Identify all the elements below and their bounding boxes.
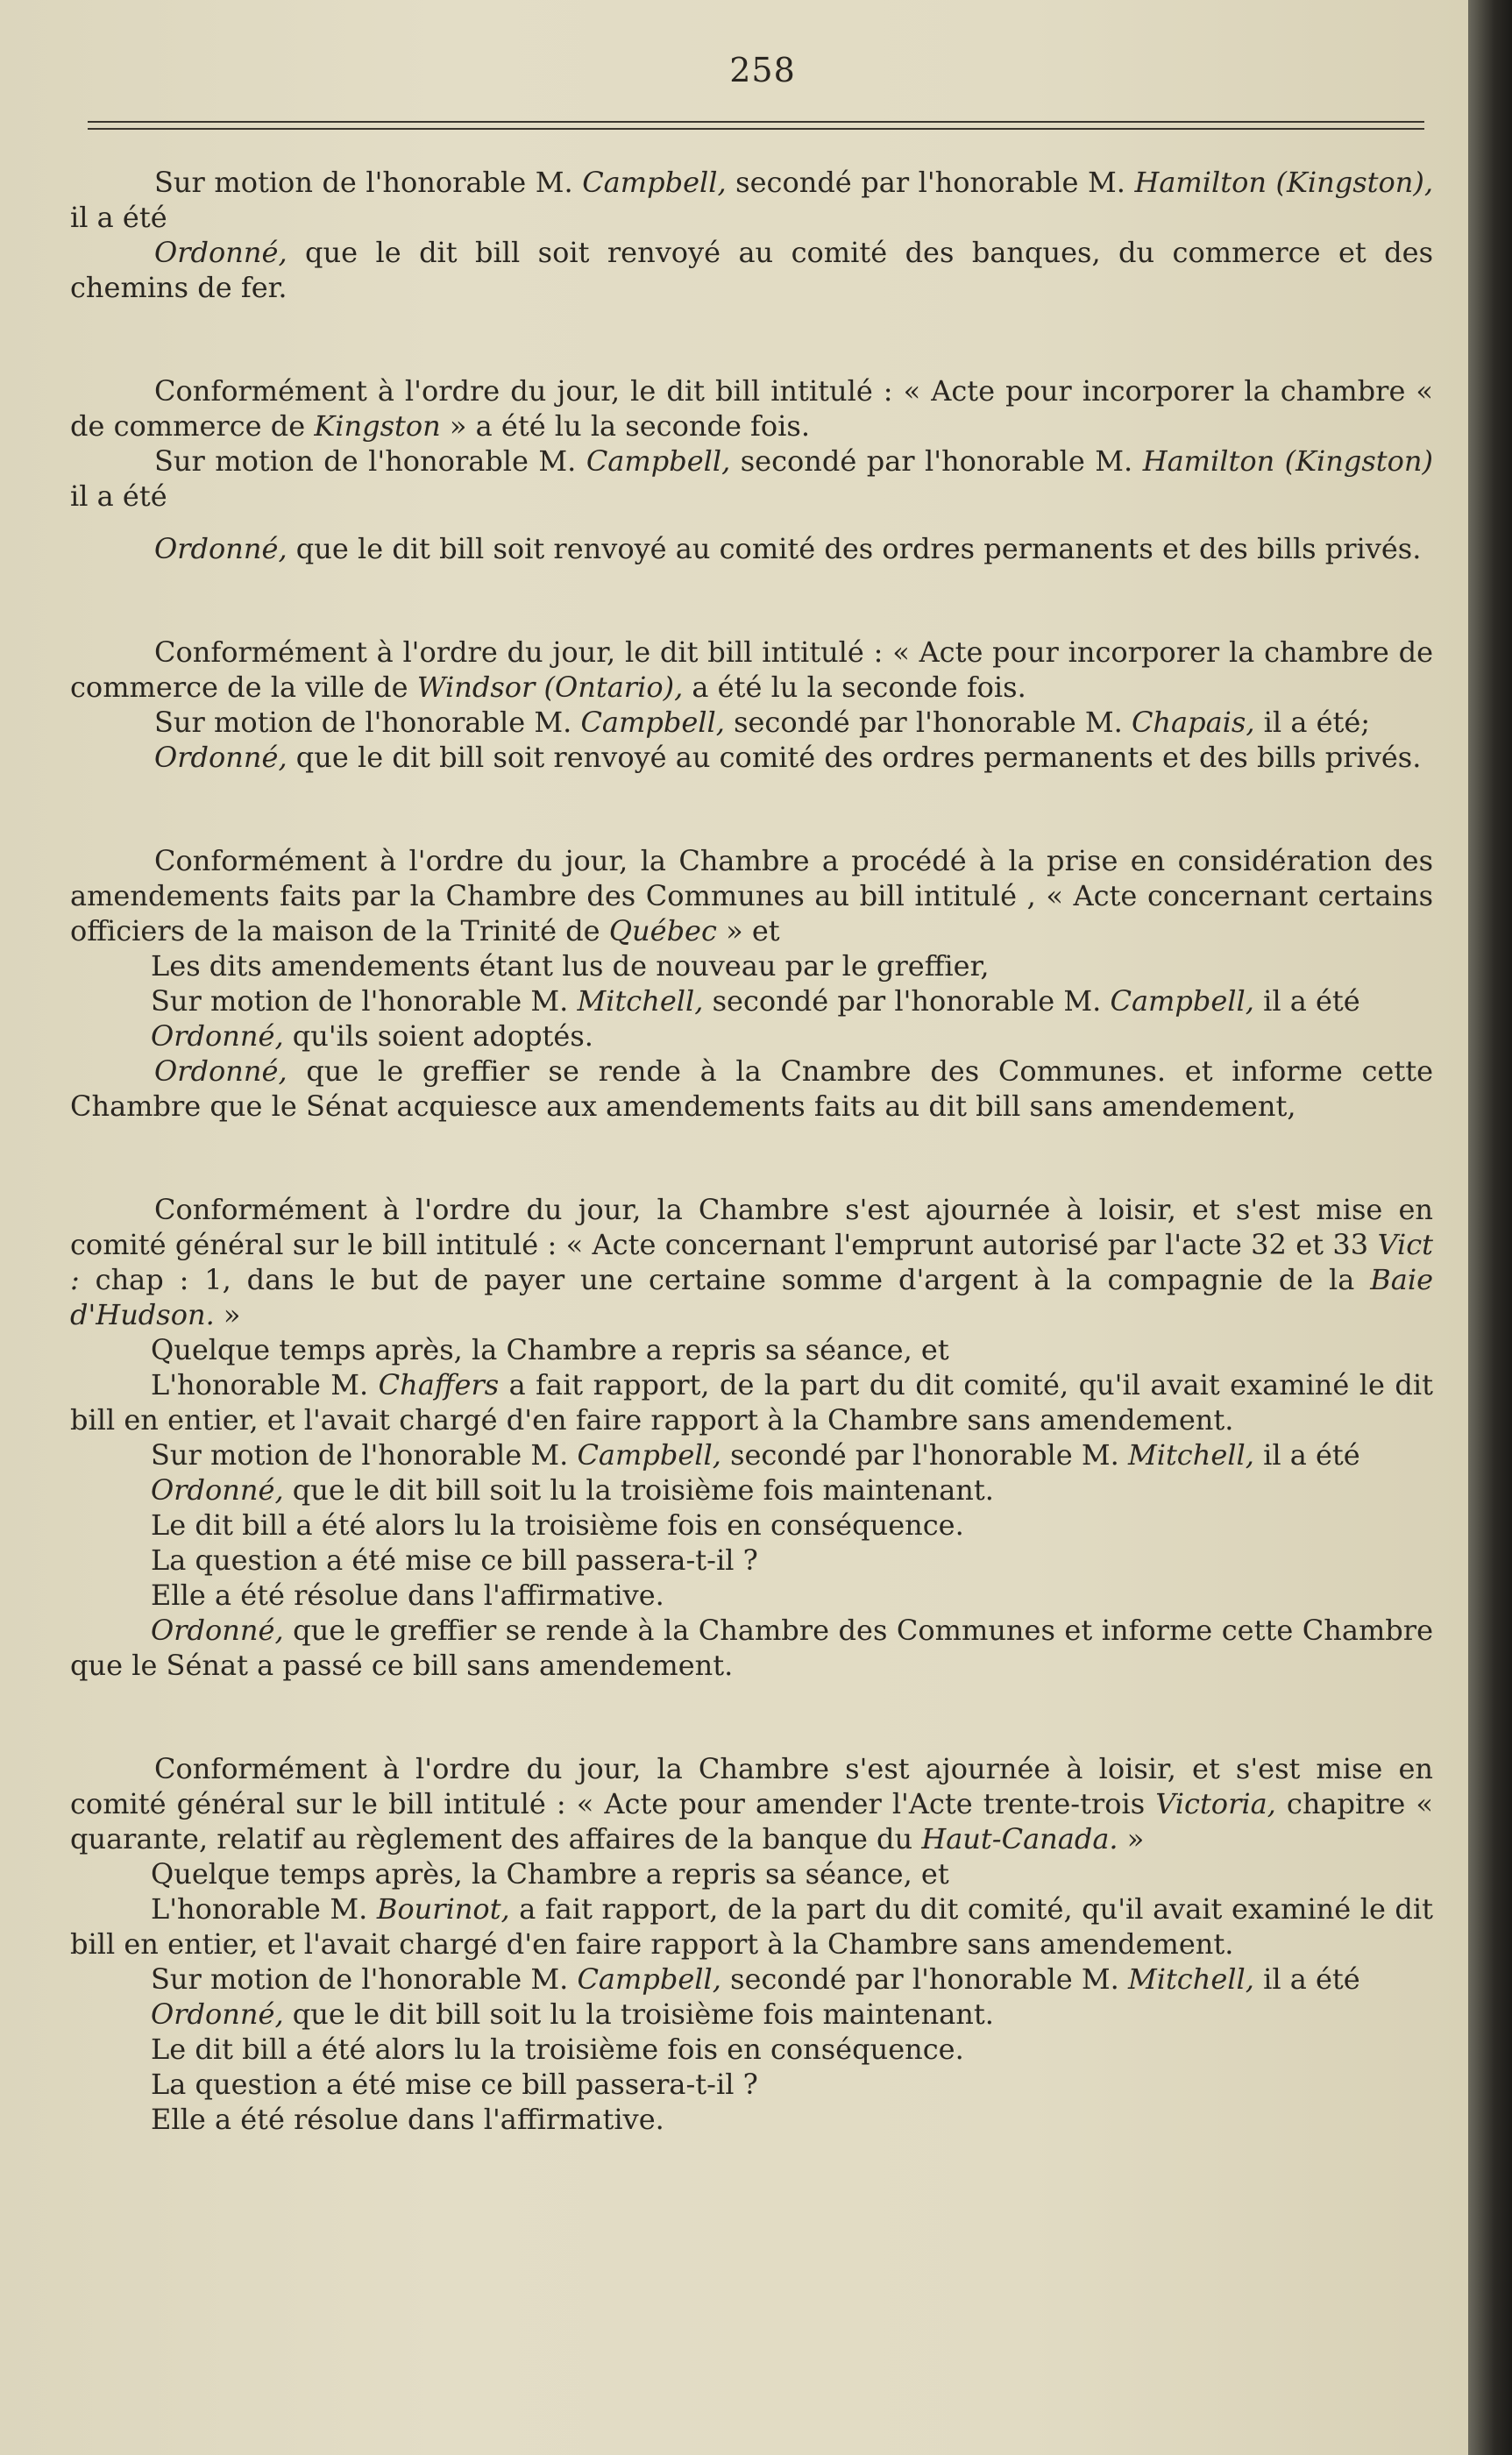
order-paragraph: Ordonné, que le dit bill soit renvoyé au comité des banques, du commerce et des chemins de fer. [70,236,1433,304]
senator-name: Campbell, [580,706,725,739]
section-gap [70,775,1433,843]
intro-paragraph: Conformément à l'ordre du jour, la Chambre s'est ajournée à loisir, et s'est mise en comité général sur le bill intitulé : « Acte pour amender l'Acte trente-trois Victoria, chapitre « quarante, relatif au règlement des affaires de la banque du Haut-Canada. » [70,1752,1434,1855]
header-rule [88,121,1424,123]
senator-name: Campbell, [1110,984,1254,1018]
order-paragraph: Ordonné, que le dit bill soit renvoyé au comité des ordres permanents et des bills privés. [154,532,1422,565]
motion-paragraph: Sur motion de l'honorable M. Campbell, secondé par l'honorable M. Hamilton (Kingston), il a été [70,166,1434,234]
place-name: Windsor (Ontario), [416,671,684,704]
section-gap [70,1124,1433,1192]
section-gap [70,305,1433,373]
motion-paragraph: Sur motion de l'honorable M. Mitchell, secondé par l'honorable M. Campbell, il a été [151,984,1360,1018]
entry-banques-commerce [70,165,1433,305]
entry-chambre-windsor [70,635,1433,775]
section-gap [70,1683,1433,1751]
report-paragraph: L'honorable M. Chaffers a fait rapport, de la part du dit comité, qu'il avait examiné le dit bill en entier, et l'avait chargé d'en faire rapport à la Chambre sans amendement. [70,1368,1434,1437]
third-reading-paragraph: Le dit bill a été alors lu la troisième fois en conséquence. [151,1508,964,1542]
motion-paragraph: Sur motion de l'honorable M. Campbell, secondé par l'honorable M. Chapais, il a été; [154,706,1371,739]
place-name: Haut-Canada. [921,1822,1118,1855]
senator-name: Mitchell, [577,984,704,1018]
page-number: 258 [729,51,796,89]
senator-name: Chaffers [378,1368,500,1401]
entry-baie-hudson [70,1192,1433,1683]
third-reading-paragraph: Le dit bill a été alors lu la troisième fois en conséquence. [151,2033,964,2066]
order-paragraph: Ordonné, que le dit bill soit renvoyé au comité des ordres permanents et des bills privés. [154,741,1422,774]
motion-paragraph: Sur motion de l'honorable M. Campbell, secondé par l'honorable M. Mitchell, il a été [151,1962,1360,1996]
place-name: Baie d'Hudson. [70,1263,1433,1331]
entry-banque-haut-canada [70,1751,1433,2137]
resume-paragraph: Quelque temps après, la Chambre a repris sa séance, et [151,1857,949,1891]
senator-name: Hamilton (Kingston) [1142,444,1434,478]
question-paragraph: La question a été mise ce bill passera-t-il ? [151,1543,758,1577]
senator-name: Bourinot, [376,1892,510,1926]
senator-name: Mitchell, [1127,1438,1254,1472]
header-rule-lower [88,128,1424,130]
motion-paragraph: Sur motion de l'honorable M. Campbell, secondé par l'honorable M. Mitchell, il a été [151,1438,1360,1472]
resume-paragraph: Quelque temps après, la Chambre a repris sa séance, et [151,1333,949,1366]
resolution-paragraph: Elle a été résolue dans l'affirmative. [151,1579,664,1612]
reading-paragraph: Les dits amendements étant lus de nouveau par le greffier, [151,949,990,983]
senator-name: Campbell, [586,444,731,478]
senator-name: Campbell, [577,1962,721,1996]
order-paragraph: Ordonné, qu'ils soient adoptés. [151,1019,593,1053]
place-name: Kingston [314,409,441,443]
resolution-paragraph: Elle a été résolue dans l'affirmative. [151,2103,664,2136]
senator-name: Campbell, [577,1438,721,1472]
senator-name: Chapais, [1131,706,1255,739]
entry-chambre-kingston [70,373,1433,566]
intro-paragraph: Conformément à l'ordre du jour, le dit bill intitulé : « Acte pour incorporer la chambre de commerce de la ville de Windsor (Ontario), a été lu la seconde fois. [70,635,1433,704]
intro-paragraph: Conformément à l'ordre du jour, le dit bill intitulé : « Acte pour incorporer la chambre « de commerce de Kingston » a été lu la seconde fois. [70,374,1433,443]
intro-paragraph: Conformément à l'ordre du jour, la Chambre a procédé à la prise en considération des amendements faits par la Chambre des Communes au bill intitulé , « Acte concernant certains officiers de la maison de la Trinité de Québec » et [70,844,1433,947]
motion-paragraph: Sur motion de l'honorable M. Campbell, secondé par l'honorable M. Hamilton (Kingston) il a été [70,444,1434,513]
entry-trinite-quebec [70,843,1433,1124]
order-paragraph: Ordonné, que le dit bill soit lu la troisième fois maintenant. [151,1997,994,2031]
senator-name: Hamilton (Kingston), [1134,166,1434,199]
senator-name: Campbell, [582,166,727,199]
intro-paragraph: Conformément à l'ordre du jour, la Chambre s'est ajournée à loisir, et s'est mise en comité général sur le bill intitulé : « Acte concernant l'emprunt autorisé par l'acte 32 et 33 Vict : chap : 1, dans le but de payer une certaine somme d'argent à la compagnie de la Baie d'Hudson. » [70,1193,1433,1331]
book-binding [1468,0,1512,2455]
place-name: Québec [608,914,717,947]
senator-name: Mitchell, [1127,1962,1254,1996]
question-paragraph: La question a été mise ce bill passera-t-il ? [151,2068,758,2101]
order-paragraph: Ordonné, que le greffier se rende à la Cnambre des Communes. et informe cette Chambre que le Sénat acquiesce aux amendements faits au dit bill sans amendement, [70,1054,1433,1123]
section-gap [70,566,1433,635]
report-paragraph: L'honorable M. Bourinot, a fait rapport, de la part du dit comité, qu'il avait examiné le dit bill en entier, et l'avait chargé d'en faire rapport à la Chambre sans amendement. [70,1892,1434,1961]
document-body [70,165,1433,2137]
order-paragraph: Ordonné, que le greffier se rende à la Chambre des Communes et informe cette Chambre que le Sénat a passé ce bill sans amendement. [70,1614,1433,1682]
order-paragraph: Ordonné, que le dit bill soit lu la troisième fois maintenant. [151,1473,994,1507]
